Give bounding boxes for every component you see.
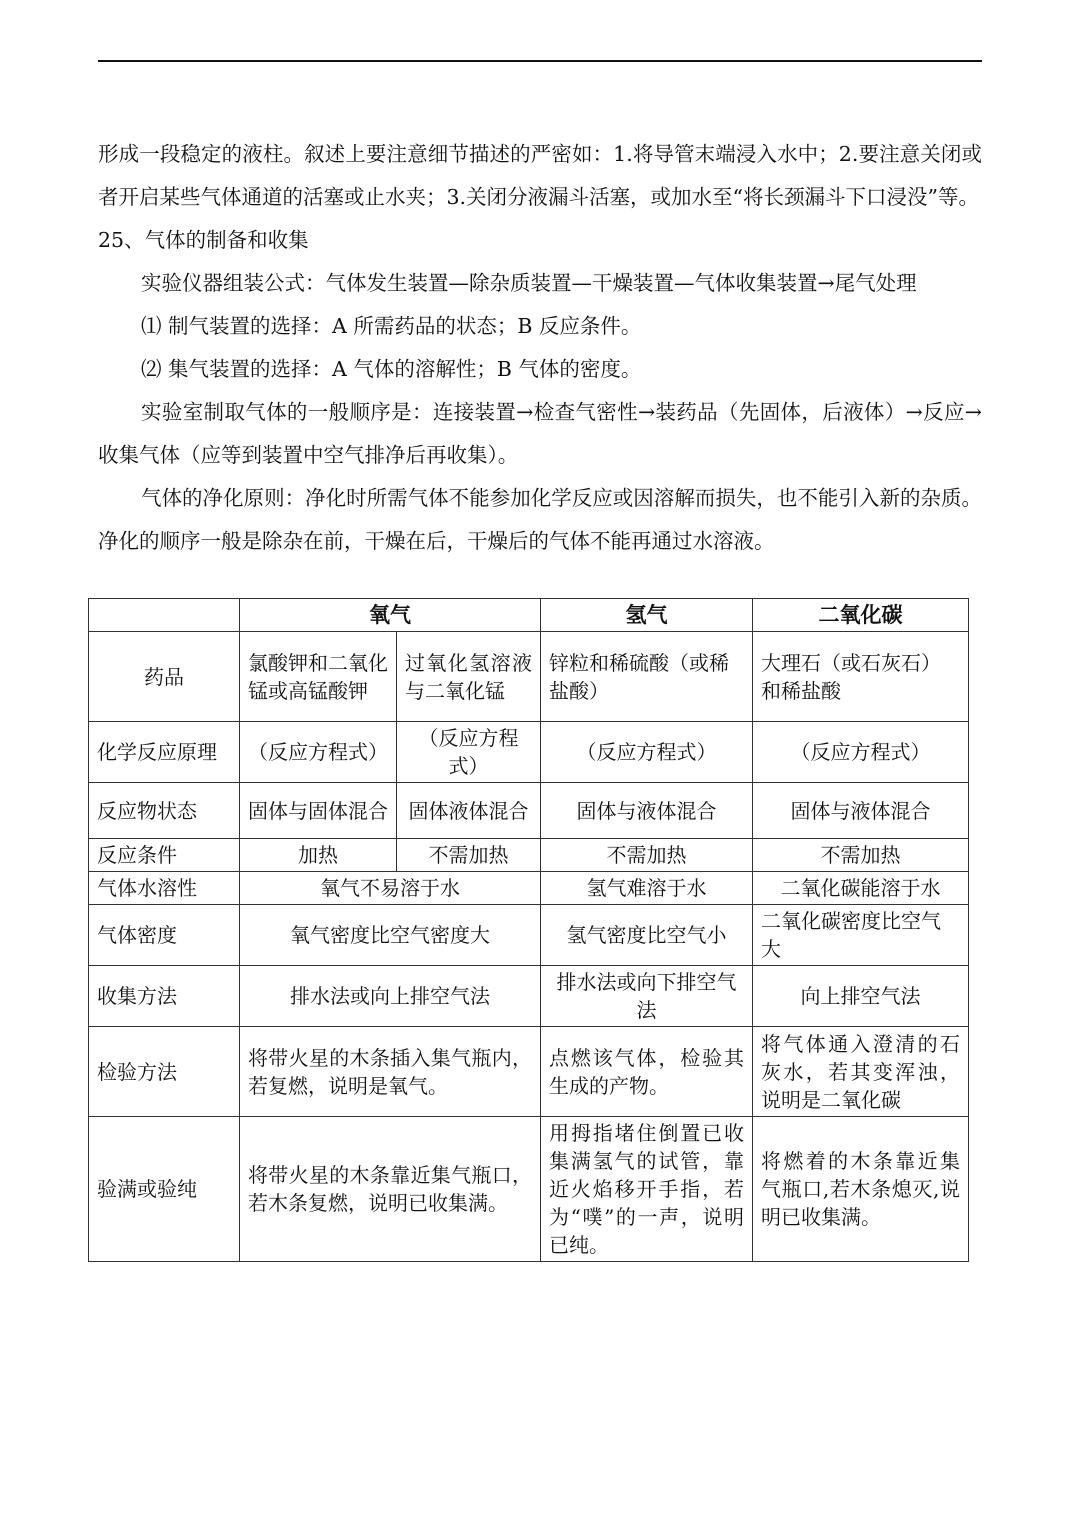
cell-drug-co2: 大理石（或石灰石）和稀盐酸: [753, 632, 969, 722]
header-rule: [98, 60, 982, 62]
row-label-state: 反应物状态: [89, 783, 240, 839]
paragraph-assembly-formula: 实验仪器组装公式：气体发生装置—除杂质装置—干燥装置—气体收集装置→尾气处理: [141, 271, 917, 295]
cell-full-o2: 将带火星的木条靠近集气瓶口，若木条复燃，说明已收集满。: [240, 1117, 541, 1262]
table-row-full: [89, 1117, 969, 1262]
cell-condition-o2-a: 加热: [240, 839, 397, 872]
row-label-solubility: 气体水溶性: [89, 872, 240, 905]
cell-drug-o2-b: 过氧化氢溶液与二氧化锰: [397, 632, 541, 722]
header-oxygen: 氧气: [240, 599, 541, 632]
cell-test-co2: 将气体通入澄清的石灰水，若其变浑浊，说明是二氧化碳: [753, 1027, 969, 1117]
table-row-state: [89, 783, 969, 839]
cell-principle-o2-a: （反应方程式）: [240, 722, 397, 783]
cell-state-co2: 固体与液体混合: [753, 783, 969, 839]
row-label-drug: 药品: [89, 632, 240, 722]
row-label-full: 验满或验纯: [89, 1117, 240, 1262]
table-row-collect: [89, 966, 969, 1027]
cell-full-co2: 将燃着的木条靠近集气瓶口,若木条熄灭,说明已收集满。: [753, 1117, 969, 1262]
cell-condition-o2-b: 不需加热: [397, 839, 541, 872]
table-header-row: [89, 599, 969, 632]
intro-text: [98, 133, 982, 563]
cell-principle-o2-b: （反应方程式）: [397, 722, 541, 783]
cell-solubility-co2: 二氧化碳能溶于水: [753, 872, 969, 905]
cell-solubility-o2: 氧气不易溶于水: [240, 872, 541, 905]
paragraph-generator-choice: ⑴ 制气装置的选择：A 所需药品的状态；B 反应条件。: [141, 314, 642, 338]
cell-state-o2-b: 固体液体混合: [397, 783, 541, 839]
section-heading: 25、气体的制备和收集: [98, 228, 309, 252]
cell-test-h2: 点燃该气体，检验其生成的产物。: [541, 1027, 753, 1117]
cell-collect-o2: 排水法或向上排空气法: [240, 966, 541, 1027]
table-row-solubility: [89, 872, 969, 905]
header-hydrogen: 氢气: [541, 599, 753, 632]
cell-condition-co2: 不需加热: [753, 839, 969, 872]
cell-density-o2: 氧气密度比空气密度大: [240, 905, 541, 966]
table-row-test: [89, 1027, 969, 1117]
row-label-collect: 收集方法: [89, 966, 240, 1027]
cell-principle-h2: （反应方程式）: [541, 722, 753, 783]
table-row-density: [89, 905, 969, 966]
cell-drug-h2: 锌粒和稀硫酸（或稀盐酸）: [541, 632, 753, 722]
table-row-drug: [89, 632, 969, 722]
paragraph-intro: 形成一段稳定的液柱。叙述上要注意细节描述的严密如：1.将导管末端浸入水中；2.要注意关闭或者开启某些气体通道的活塞或止水夹；3.关闭分液漏斗活塞，或加水至“将长颈漏斗下口浸没”等。: [98, 142, 982, 209]
cell-collect-co2: 向上排空气法: [753, 966, 969, 1027]
cell-state-h2: 固体与液体混合: [541, 783, 753, 839]
cell-test-o2: 将带火星的木条插入集气瓶内，若复燃，说明是氧气。: [240, 1027, 541, 1117]
cell-density-h2: 氢气密度比空气小: [541, 905, 753, 966]
paragraph-purification: 气体的净化原则：净化时所需气体不能参加化学反应或因溶解而损失，也不能引入新的杂质。净化的顺序一般是除杂在前，干燥在后，干燥后的气体不能再通过水溶液。: [98, 486, 982, 553]
cell-condition-h2: 不需加热: [541, 839, 753, 872]
row-label-test: 检验方法: [89, 1027, 240, 1117]
cell-density-co2: 二氧化碳密度比空气大: [753, 905, 969, 966]
cell-principle-co2: （反应方程式）: [753, 722, 969, 783]
row-label-principle: 化学反应原理: [89, 722, 240, 783]
gas-comparison-table: [88, 598, 969, 1262]
row-label-density: 气体密度: [89, 905, 240, 966]
cell-solubility-h2: 氢气难溶于水: [541, 872, 753, 905]
table-row-condition: [89, 839, 969, 872]
cell-full-h2: 用拇指堵住倒置已收集满氢气的试管，靠近火焰移开手指，若为“噗”的一声，说明已纯。: [541, 1117, 753, 1262]
cell-drug-o2-a: 氯酸钾和二氧化锰或高锰酸钾: [240, 632, 397, 722]
cell-state-o2-a: 固体与固体混合: [240, 783, 397, 839]
cell-collect-h2: 排水法或向下排空气法: [541, 966, 753, 1027]
paragraph-collector-choice: ⑵ 集气装置的选择：A 气体的溶解性；B 气体的密度。: [141, 357, 642, 381]
header-co2: 二氧化碳: [753, 599, 969, 632]
table-row-principle: [89, 722, 969, 783]
row-label-condition: 反应条件: [89, 839, 240, 872]
paragraph-general-order: 实验室制取气体的一般顺序是：连接装置→检查气密性→装药品（先固体，后液体）→反应→收集气体（应等到装置中空气排净后再收集）。: [98, 400, 982, 467]
header-blank: [89, 599, 240, 632]
